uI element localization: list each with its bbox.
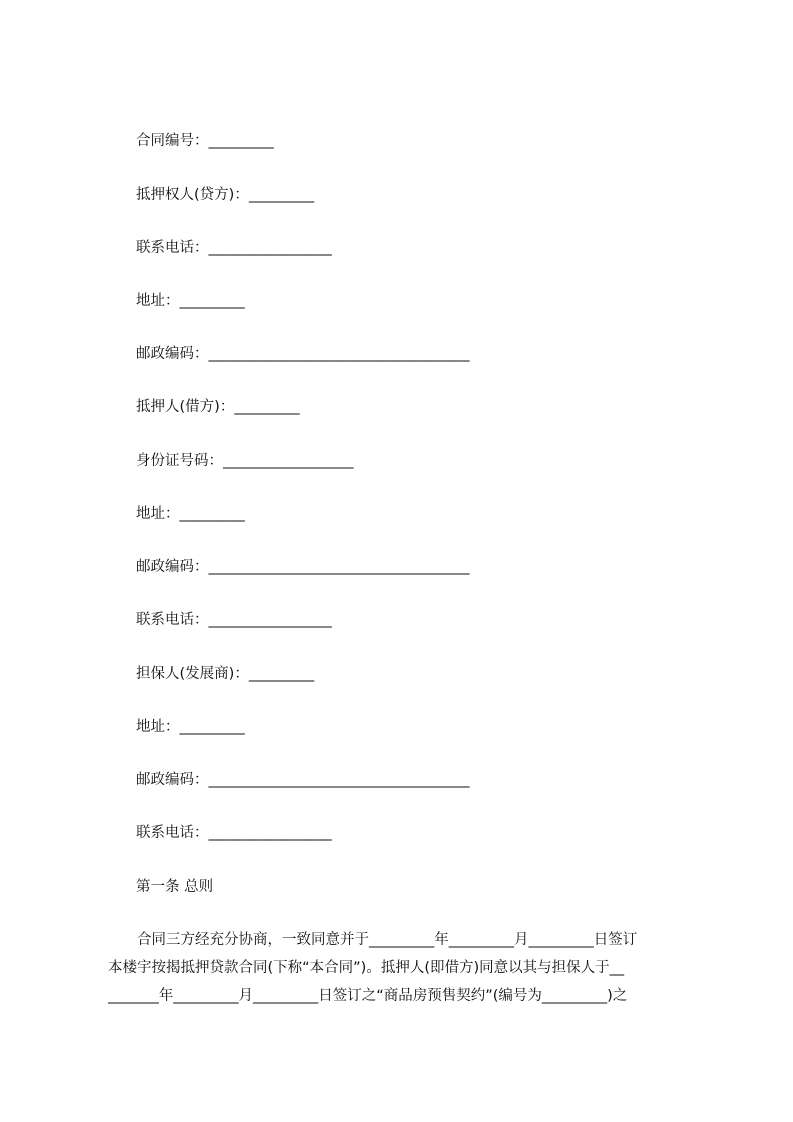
article-heading: 第一条 总则 [136, 879, 214, 895]
field-blank: ____________________________________ [208, 346, 470, 362]
paragraph-line: 本楼宇按揭抵押贷款合同(下称“本合同”)。抵押人(即借方)同意以其与担保人于__ [108, 960, 625, 976]
field-label: 合同编号： [136, 133, 209, 149]
field-label: 邮政编码： [136, 772, 209, 788]
field-blank: _________ [179, 506, 245, 522]
field-label: 地址： [136, 719, 180, 735]
field-label: 邮政编码： [136, 559, 209, 575]
field-blank: _________________ [208, 825, 332, 841]
field-blank: ____________________________________ [208, 559, 470, 575]
field-label: 担保人(发展商)： [136, 666, 249, 682]
paragraph-line: 合同三方经充分协商，一致同意并于_________年_________月_________日签订 [108, 932, 638, 948]
field-mortgagee [136, 185, 314, 205]
field-blank: __________________ [223, 453, 354, 469]
field-blank: ____________________________________ [208, 772, 470, 788]
field-blank: _________ [179, 719, 245, 735]
field-mortgagor-postcode [136, 557, 470, 577]
field-label: 身份证号码： [136, 453, 223, 469]
field-label: 抵押权人(贷方)： [136, 187, 249, 203]
field-label: 地址： [136, 293, 180, 309]
field-blank: _________ [234, 399, 300, 415]
field-blank: _________ [248, 187, 315, 203]
paragraph-line: _______年_________月_________日签订之“商品房预售契约”(编号为_________)之 [108, 988, 628, 1004]
field-mortgagee-phone [136, 238, 332, 258]
article-paragraph [108, 926, 712, 1010]
field-label: 联系电话： [136, 240, 209, 256]
field-contract-number [136, 131, 274, 151]
field-mortgagor-address [136, 504, 245, 524]
field-blank: _________ [248, 666, 315, 682]
field-label: 联系电话： [136, 612, 209, 628]
field-guarantor [136, 664, 314, 684]
field-label: 联系电话： [136, 825, 209, 841]
field-blank: _________ [208, 133, 274, 149]
field-id-number [136, 451, 354, 471]
field-mortgagor [136, 397, 300, 417]
field-label: 邮政编码： [136, 346, 209, 362]
field-mortgagor-phone [136, 610, 332, 630]
field-blank: _________________ [208, 612, 332, 628]
field-label: 抵押人(借方)： [136, 399, 235, 415]
field-blank: _________ [179, 293, 245, 309]
field-blank: _________________ [208, 240, 332, 256]
field-guarantor-phone [136, 823, 332, 843]
field-guarantor-address [136, 717, 245, 737]
field-guarantor-postcode [136, 770, 470, 790]
field-label: 地址： [136, 506, 180, 522]
field-mortgagee-postcode [136, 344, 470, 364]
field-mortgagee-address [136, 291, 245, 311]
